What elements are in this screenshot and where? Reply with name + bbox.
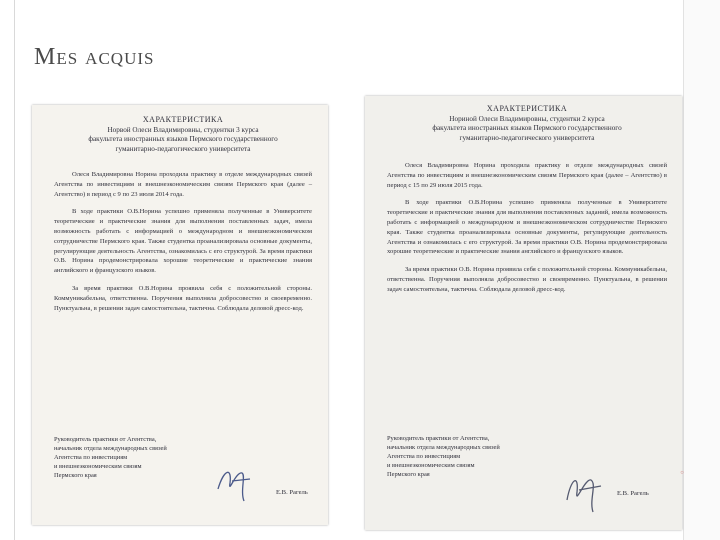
- paragraph: За время практики О.В. Норина проявила себя с положительной стороны. Коммуникабельна, ответственна. Поручения выполняла добросовестно и своевременно. Пунктуальна, в решении задач самостоятельна, тактична. Соблюдала деловой дресс-код.: [387, 266, 667, 293]
- handwritten-signature: [210, 461, 260, 505]
- paragraph: Олеся Владимировна Норина проходила практику в отделе международных связей Агентства по инвестициям и внешнеэкономическим связям Пермского края (далее – Агентство) в период с 15 по 29 июля 2015 года.: [387, 162, 667, 189]
- slide-accent-mark: ◦: [680, 465, 685, 479]
- signature-line: Агентства по инвестициям: [54, 454, 128, 461]
- signature-line: начальник отдела международных связей: [387, 444, 500, 451]
- paragraph: В ходе практики О.В.Норина успешно применяла полученные в Университете теоретические и практические знания для выполнения поставленных заданий, имела возможность работать с информацией о международном и внешнеэкономическом сотрудничестве Пермского края. Также студентка проанализировала основные документы, регулирующие деятельность Агентства и ознакомилась с его структурой. За время практики О.В. Норина продемонстрировала хорошие теоретические и практические знания английского и французского языков.: [387, 199, 667, 256]
- signature-line: Пермского края: [387, 471, 430, 478]
- signature-line: Руководитель практики от Агентства,: [54, 436, 157, 443]
- signature-line: Агентства по инвестициям: [387, 453, 461, 460]
- header-line: Нориной Олеси Владимировны, студентки 2 курса: [449, 114, 605, 123]
- signature-block: [387, 434, 500, 479]
- signature-line: Пермского края: [54, 472, 97, 479]
- signature-line: и внешнеэкономическим связям: [387, 462, 475, 469]
- header-line: факультета иностранных языков Пермского государственного: [88, 135, 278, 143]
- document-photo-right: [365, 96, 682, 530]
- slide-title: Mes acquis: [34, 44, 155, 70]
- handwritten-signature: [557, 466, 611, 516]
- document-photo-left: [32, 105, 328, 525]
- header-line: гуманитарно-педагогического университета: [115, 144, 251, 153]
- slide-left-rule: [14, 0, 15, 540]
- paragraph: В ходе практики О.В.Норина успешно применяла полученные в Университете теоретические и практические знания для выполнения поставленных задач, имела возможность работать с информацией о международном и внешнеэкономическом сотрудничестве Пермского края. Также студентка проанализировала основные документы, регулирующие деятельность Агентства, ознакомилась с его структурой. За время практики О.В. Норина продемонстрировала хорошие теоретические и практические знания английского и французского языков.: [54, 208, 312, 275]
- signature-line: начальник отдела международных связей: [54, 445, 167, 452]
- paragraph: За время практики О.В.Норина проявила себя с положительной стороны. Коммуникабельна, ответственна. Поручения выполняла добросовестно и своевременно. Пунктуальна, в решении задач самостоятельна, тактична. Соблюдала деловой дресс-код.: [54, 284, 312, 312]
- document-header: [387, 104, 667, 143]
- document-body: [54, 115, 312, 313]
- signer-name: Е.В. Рагель: [276, 489, 308, 496]
- header-line: Норвой Олеси Владимировны, студентки 3 курса: [107, 125, 259, 134]
- signature-line: и внешнеэкономическим связям: [54, 463, 142, 470]
- document-body: [387, 104, 667, 295]
- document-header: [54, 115, 312, 154]
- signer-name: Е.В. Рагель: [617, 490, 649, 497]
- signature-line: Руководитель практики от Агентства,: [387, 435, 490, 442]
- document-title: ХАРАКТЕРИСТИКА: [486, 104, 568, 113]
- signature-block: [54, 435, 167, 480]
- header-line: факультета иностранных языков Пермского государственного: [432, 124, 622, 132]
- slide-decoration-panel: [683, 0, 720, 540]
- header-line: гуманитарно-педагогического университета: [459, 133, 595, 142]
- paragraph: Олеся Владимировна Норина проходила практику в отделе международных связей Агентства по инвестициям и внешнеэкономическим связям Пермского края (далее – Агентство) в период с 9 по 23 июля 2014 года.: [54, 171, 312, 198]
- document-title: ХАРАКТЕРИСТИКА: [142, 115, 224, 124]
